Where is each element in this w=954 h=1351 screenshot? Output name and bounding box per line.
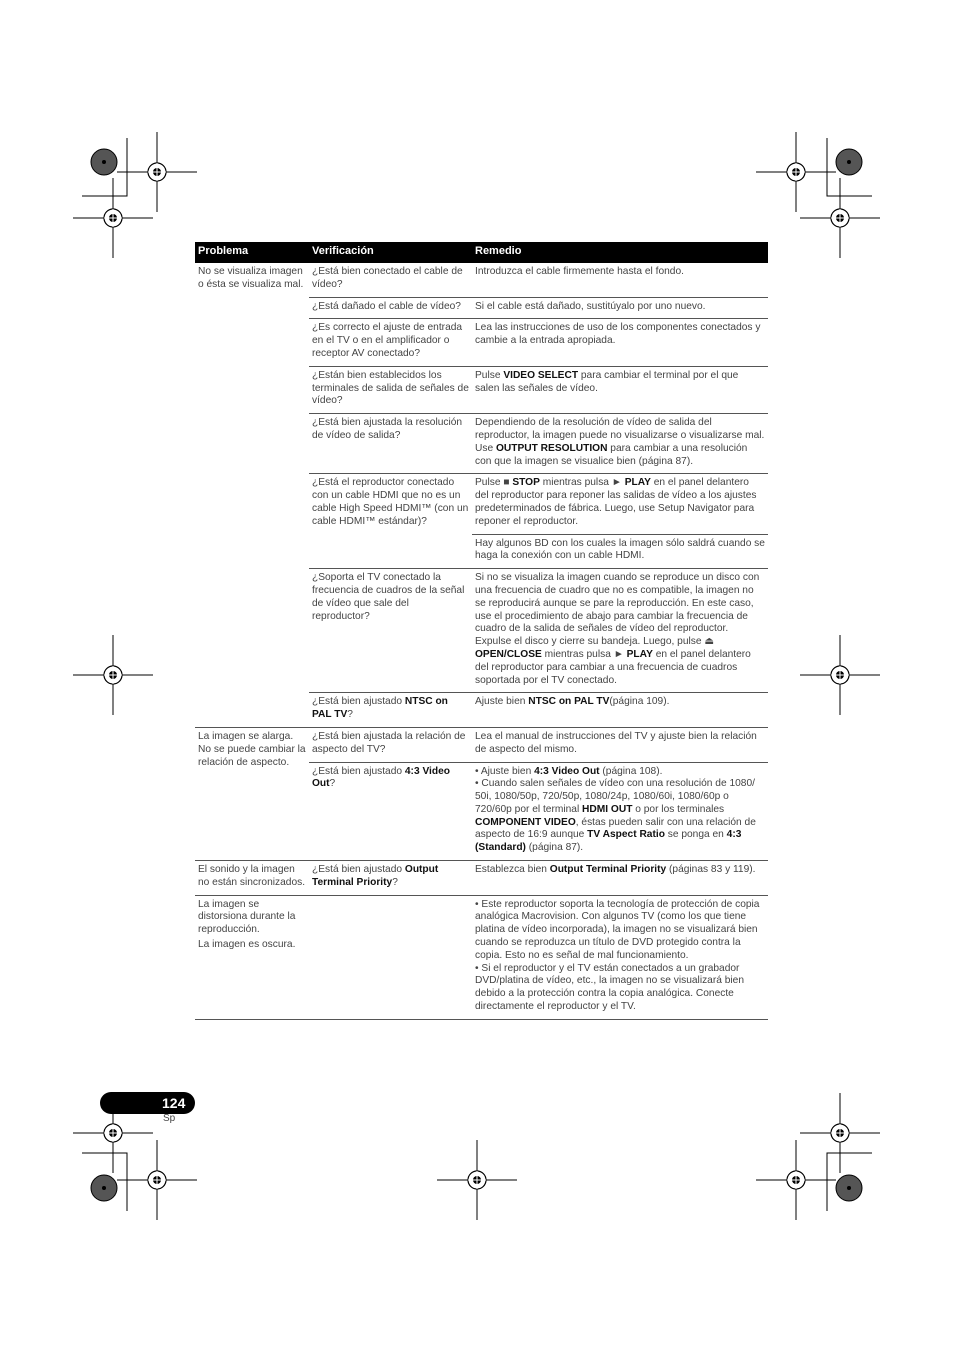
remedy-cell: Dependiendo de la resolución de vídeo de salida del reproductor, la imagen puede no visualizarse o visualizarse mal. Use OUTPUT RESOLUTION para cambiar a una resolución con que la imagen se visualice bien (página 87).	[472, 414, 768, 474]
table-row	[195, 727, 768, 762]
remedy-cell: Si el cable está dañado, sustitúyalo por uno nuevo.	[472, 297, 768, 319]
check-cell: ¿Está dañado el cable de vídeo?	[309, 297, 472, 319]
remedy-cell: • Este reproductor soporta la tecnología de protección de copia analógica Macrovision. Con algunos TV (como los que tiene platina de vídeo incorporada), la imagen no se visualizará bien cuando se reproduzca un título de DVD protegido contra la copia. Esto no es señal de mal funcionamiento. • Si el reproductor y el TV están conectados a un grabador DVD/platina de vídeo, etc., la imagen no se visualizará bien debido a la protección contra la copia analógica. Conecte directamente el reproductor y el TV.	[472, 895, 768, 1019]
check-cell: ¿Están bien establecidos los terminales de salida de señales de vídeo?	[309, 366, 472, 413]
header-remedio: Remedio	[472, 242, 768, 263]
problem-cell: No se visualiza imagen o ésta se visualiza mal.	[195, 263, 309, 727]
troubleshooting-table	[195, 242, 768, 1020]
remedy-cell: Lea el manual de instrucciones del TV y ajuste bien la relación de aspecto del mismo.	[472, 727, 768, 762]
problem-cell: La imagen se alarga. No se puede cambiar la relación de aspecto.	[195, 727, 309, 860]
remedy-cell: Lea las instrucciones de uso de los componentes conectados y cambie a la entrada apropiada.	[472, 319, 768, 366]
check-cell: ¿Está bien ajustada la resolución de vídeo de salida?	[309, 414, 472, 474]
problem-cell: La imagen se distorsiona durante la reproducción. La imagen es oscura.	[195, 895, 309, 1019]
check-cell: ¿Está bien ajustado NTSC on PAL TV?	[309, 693, 472, 728]
check-cell: ¿Está el reproductor conectado con un cable HDMI que no es un cable High Speed HDMI™ (con un cable HDMI™ estándar)?	[309, 474, 472, 569]
table-row	[195, 861, 768, 896]
check-cell	[309, 895, 472, 1019]
remedy-cell: Si no se visualiza la imagen cuando se reproduce un disco con una frecuencia de cuadro que no es compatible, la imagen no se reproducirá aunque se pare la reproducción. En este caso, use el procedimiento de abajo para cambiar la frecuencia de cuadro de la salida de señales de vídeo del reproductor. Expulse el disco y cierre su bandeja. Luego, pulse ⏏ OPEN/CLOSE mientras pulsa ► PLAY en el panel delantero del reproductor para cambiar a una frecuencia de cuadros soportada por el TV conectado.	[472, 569, 768, 693]
check-cell: ¿Está bien conectado el cable de vídeo?	[309, 263, 472, 297]
check-cell: ¿Está bien ajustado Output Terminal Priority?	[309, 861, 472, 896]
check-cell: ¿Está bien ajustada la relación de aspecto del TV?	[309, 727, 472, 762]
check-cell: ¿Es correcto el ajuste de entrada en el TV o en el amplificador o receptor AV conectado?	[309, 319, 472, 366]
remedy-cell: Introduzca el cable firmemente hasta el fondo.	[472, 263, 768, 297]
check-cell: ¿Soporta el TV conectado la frecuencia de cuadros de la señal de vídeo que sale del reproductor?	[309, 569, 472, 693]
remedy-cell: Hay algunos BD con los cuales la imagen sólo saldrá cuando se haga la conexión con un cable HDMI.	[472, 534, 768, 569]
table-row	[195, 895, 768, 1019]
problem-cell: El sonido y la imagen no están sincronizados.	[195, 861, 309, 896]
header-problema: Problema	[195, 242, 309, 263]
remedy-cell: Pulse ■ STOP mientras pulsa ► PLAY en el panel delantero del reproductor para reponer las salidas de vídeo a los ajustes predeterminados de fábrica. Luego, use Setup Navigator para reponer el reproductor.	[472, 474, 768, 534]
page-number: 124	[162, 1095, 186, 1111]
table-row	[195, 263, 768, 297]
table-header	[195, 242, 768, 263]
remedy-cell: Establezca bien Output Terminal Priority (páginas 83 y 119).	[472, 861, 768, 896]
header-verificacion: Verificación	[309, 242, 472, 263]
check-cell: ¿Está bien ajustado 4:3 Video Out?	[309, 762, 472, 861]
remedy-cell: Pulse VIDEO SELECT para cambiar el terminal por el que salen las señales de vídeo.	[472, 366, 768, 413]
language-label: Sp	[163, 1113, 176, 1124]
remedy-cell: • Ajuste bien 4:3 Video Out (página 108). • Cuando salen señales de vídeo con una resolución de 1080/ 50i, 1080/50p, 720/50p, 1080/24p, 1080/60i, 1080/60p o 720/60p por el terminal HDMI OUT o por los terminales COMPONENT VIDEO, éstas pueden salir con una relación de aspecto de 16:9 aunque TV Aspect Ratio se ponga en 4:3 (Standard) (página 87).	[472, 762, 768, 861]
remedy-cell: Ajuste bien NTSC on PAL TV(página 109).	[472, 693, 768, 728]
